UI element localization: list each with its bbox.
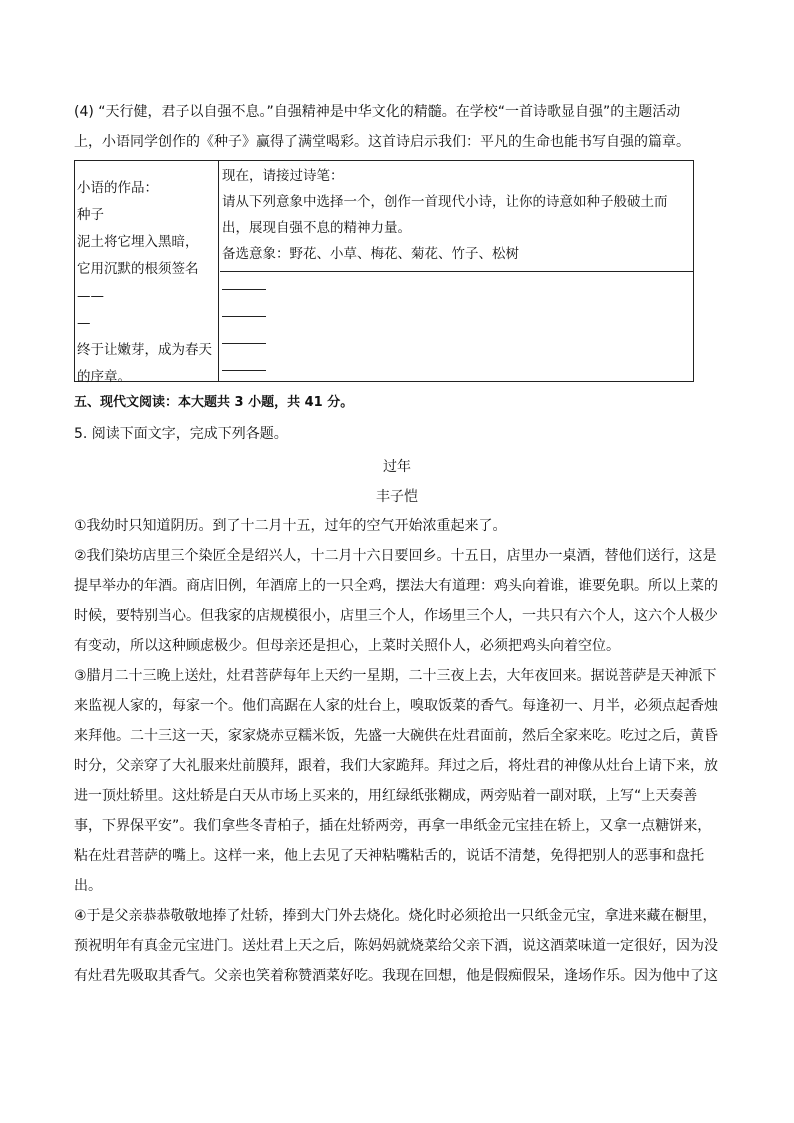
instruction-line: 请从下列意象中选择一个，创作一首现代小诗，让你的诗意如种子般破土而 <box>222 194 668 210</box>
question-5-intro: 5. 阅读下面文字，完成下列各题。 <box>74 426 288 442</box>
instruction-line: 现在，请接过诗笔： <box>222 168 344 184</box>
paragraph-line: ①我幼时只知道阴历。到了十二月十五，过年的空气开始浓重起来了。 <box>74 518 507 534</box>
article-paragraph-3 <box>74 666 720 906</box>
poem-line: 泥土将它埋入黑暗， <box>77 234 199 250</box>
paragraph-line: 有灶君先吸取其香气。父亲也笑着称赞酒菜好吃。我现在回想，他是假痴假呆，逢场作乐。因为他中了这 <box>74 968 718 984</box>
answer-blank[interactable] <box>222 316 266 317</box>
paragraph-line: ③腊月二十三晚上送灶，灶君菩萨每年上天约一星期，二十三夜上去，大年夜回来。据说菩萨是天神派下 <box>74 668 717 684</box>
paragraph-line: 事，下界保平安”。我们拿些冬青柏子，插在灶轿两旁，再拿一串纸金元宝挂在轿上，又拿一点糖饼来， <box>74 818 712 834</box>
paragraph-line: ②我们染坊店里三个染匠全是绍兴人，十二月十六日要回乡。十五日，店里办一桌酒，替他们送行，这是 <box>74 548 717 564</box>
poem-sample-cell <box>75 161 219 385</box>
poem-table <box>74 160 694 385</box>
article-title: 过年 <box>383 459 411 475</box>
article-author: 丰子恺 <box>376 489 418 505</box>
writing-instructions <box>222 163 689 267</box>
paragraph-line: 出。 <box>74 878 102 894</box>
question-4-line-1: (4) “天行健，君子以自强不息。”自强精神是中华文化的精髓。在学校“一首诗歌显自强”的主题活动 <box>74 104 681 120</box>
paragraph-line: 进一顶灶轿里。这灶轿是白天从市场上买来的，用红绿纸张糊成，两旁贴着一副对联，上写“上天奏善 <box>74 788 698 804</box>
paragraph-line: 预祝明年有真金元宝进门。送灶君上天之后，陈妈妈就烧菜给父亲下酒，说这酒菜味道一定很好，因为没 <box>74 938 718 954</box>
article-paragraph-1 <box>74 516 720 546</box>
question-4-line-2: 上，小语同学创作的《种子》赢得了满堂喝彩。这首诗启示我们：平凡的生命也能书写自强的篇章。 <box>74 134 690 150</box>
poem-line: 终于让嫩芽，成为春天 <box>77 342 212 358</box>
answer-blank[interactable] <box>222 289 266 290</box>
poem-line: 小语的作品： <box>77 180 158 196</box>
table-divider <box>220 271 693 272</box>
poem-line: 它用沉默的根须签名—— <box>77 261 199 304</box>
answer-blank[interactable] <box>222 343 266 344</box>
poem-line: 的序章。 <box>77 369 131 385</box>
paragraph-line: 提早举办的年酒。商店旧例，年酒席上的一只全鸡，摆法大有道理：鸡头向着谁，谁要免职。所以上菜的 <box>74 578 718 594</box>
instruction-line: 出，展现自强不息的精神力量。 <box>222 220 411 236</box>
article-paragraph-4 <box>74 906 720 1006</box>
section-5-title: 五、现代文阅读：本大题共 3 小题，共 41 分。 <box>74 395 354 410</box>
poem-line: — <box>77 315 91 331</box>
paragraph-line: ④于是父亲恭恭敬敬地捧了灶轿，捧到大门外去烧化。烧化时必须抢出一只纸金元宝，拿进来藏在橱里， <box>74 908 717 924</box>
article-paragraph-2 <box>74 546 720 666</box>
paragraph-line: 来拜他。二十三这一天，家家烧赤豆糯米饭，先盛一大碗供在灶君面前，然后全家来吃。吃过之后，黄昏 <box>74 728 718 744</box>
writing-task-cell <box>220 161 693 381</box>
instruction-line: 备选意象：野花、小草、梅花、菊花、竹子、松树 <box>222 246 519 262</box>
paragraph-line: 时分，父亲穿了大礼服来灶前膜拜，跟着，我们大家跪拜。拜过之后，将灶君的神像从灶台上请下来，放 <box>74 758 718 774</box>
poem-line: 种子 <box>77 207 104 223</box>
answer-blank[interactable] <box>222 370 266 371</box>
paragraph-line: 时候，要特别当心。但我家的店规模很小，店里三个人，作场里三个人，一共只有六个人，这六个人极少 <box>74 608 718 624</box>
paragraph-line: 粘在灶君菩萨的嘴上。这样一来，他上去见了天神粘嘴粘舌的，说话不清楚，免得把别人的恶事和盘托 <box>74 848 704 864</box>
paragraph-line: 有变动，所以这种顾虑极少。但母亲还是担心，上菜时关照仆人，必须把鸡头向着空位。 <box>74 638 620 654</box>
paragraph-line: 来监视人家的，每家一个。他们高踞在人家的灶台上，嗅取饭菜的香气。每逢初一、月半，必须点起香烛 <box>74 698 718 714</box>
